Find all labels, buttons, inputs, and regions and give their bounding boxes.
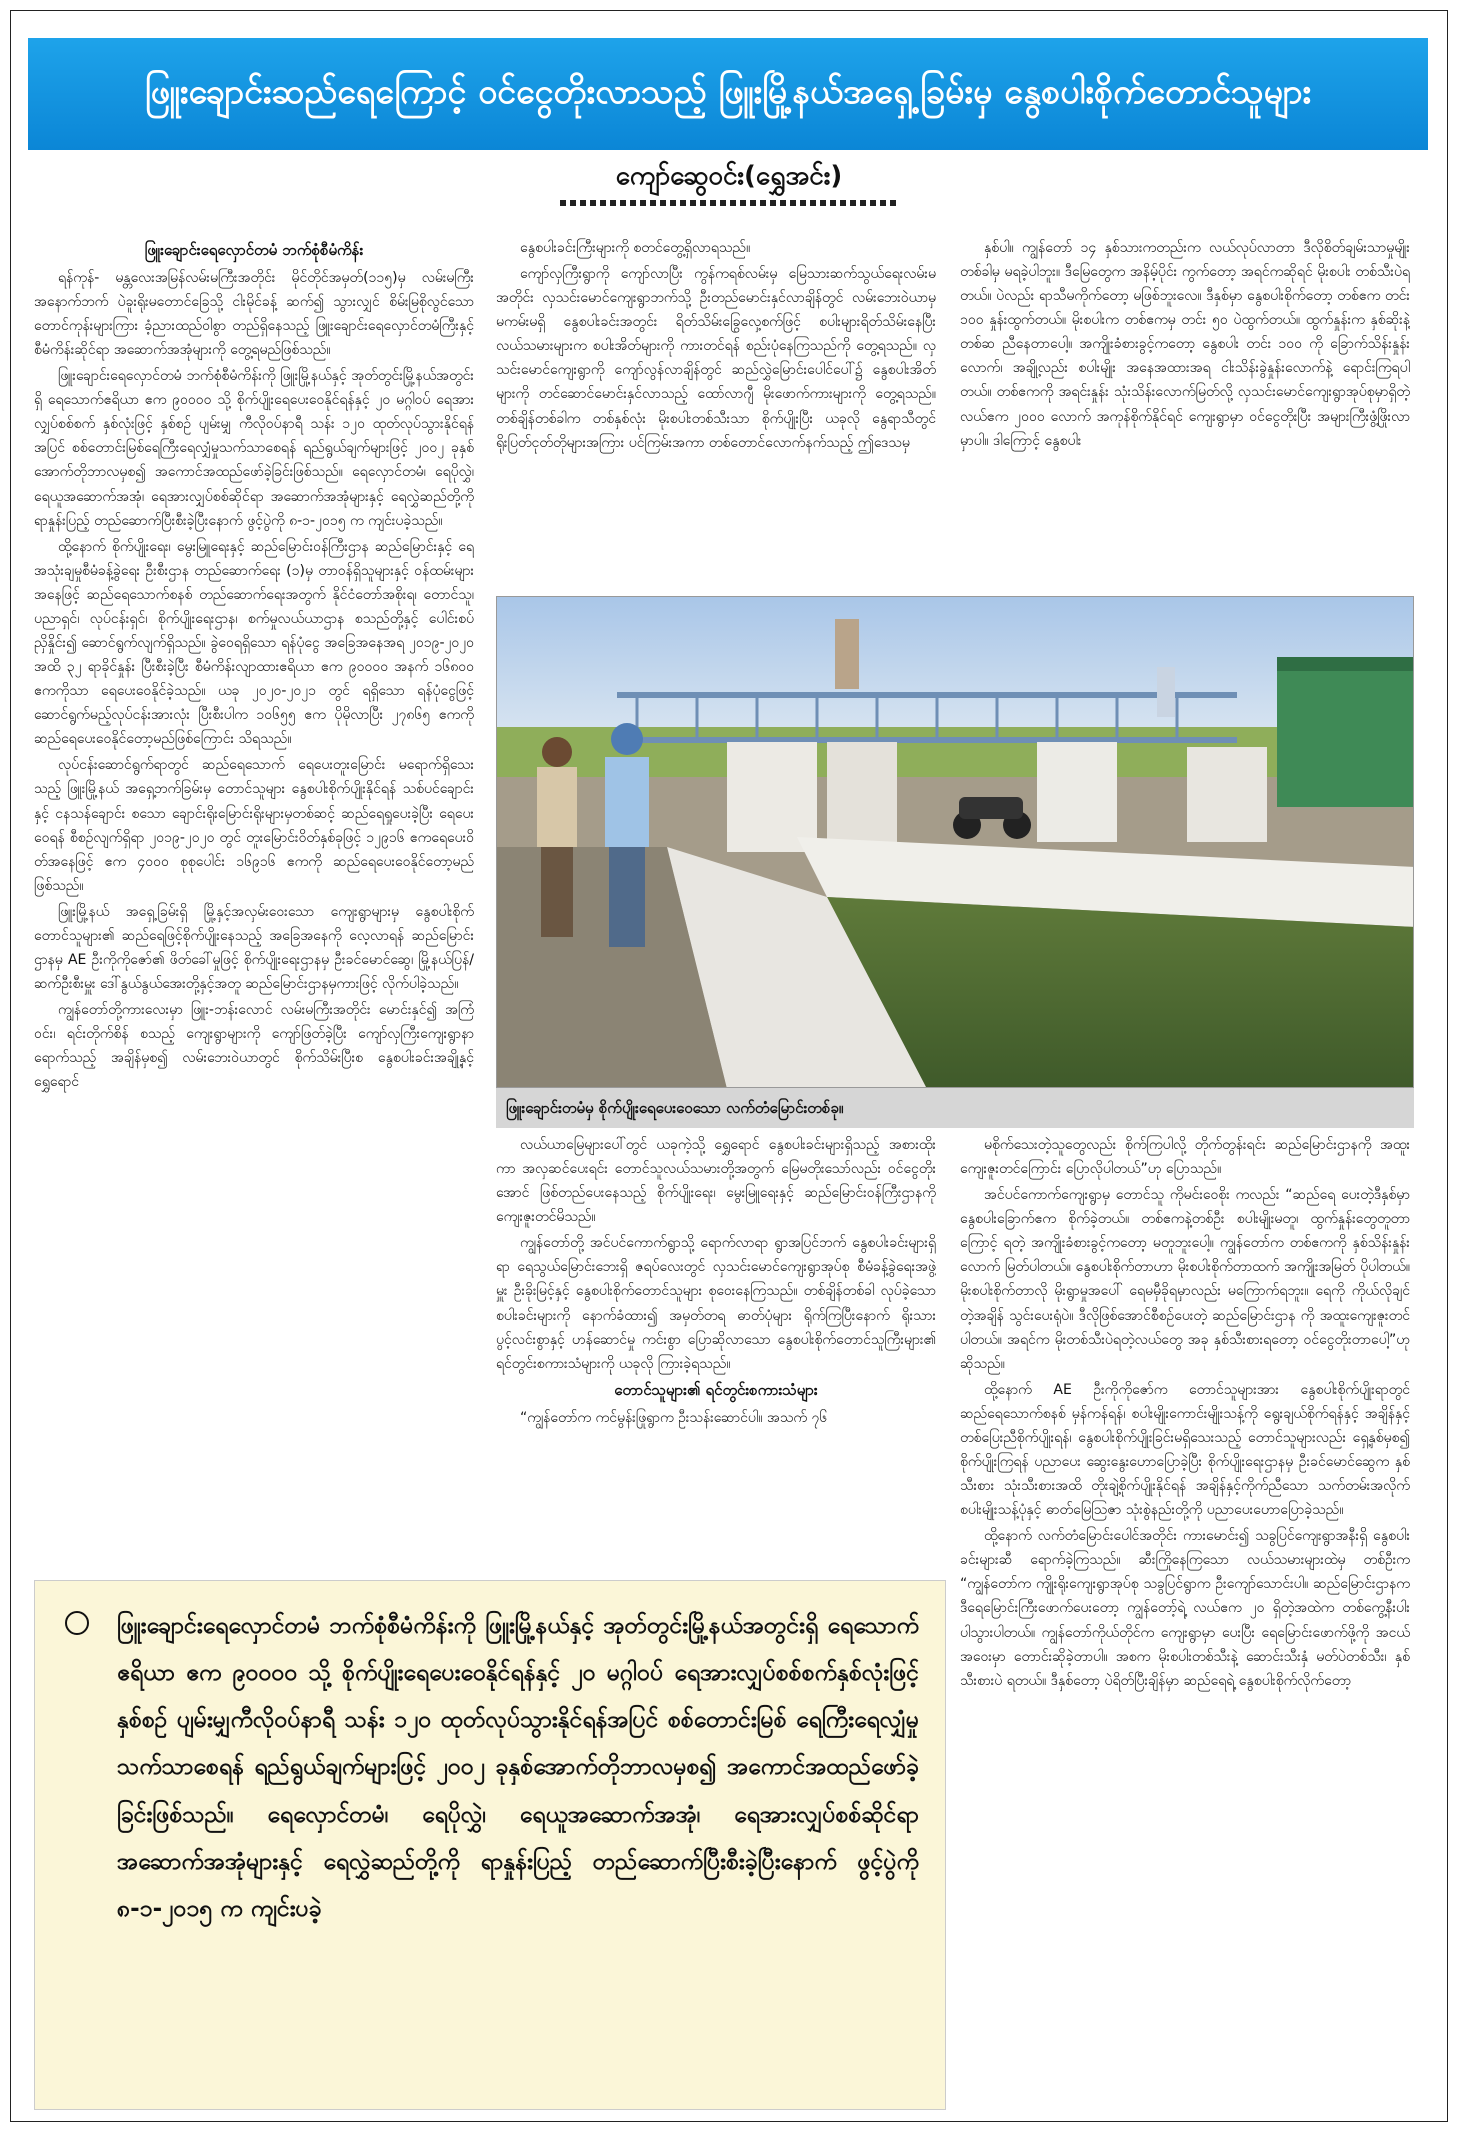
paragraph: အင်ပင်ကောက်ကျေးရွာမှ တောင်သူ ကိုမင်းဝေစိုး ကလည်း “ဆည်ရေ ပေးတဲ့ဒီနှစ်မှာ နွေစပါးခြောက်ဧက စိုက်ခဲ့တယ်။ တစ်ဧကနဲ့တစ်ဦး စပါးမျိုးမတူ၊ ထွက်နှုန်းတွေတူတာကြောင့် ရတဲ့ အကျိုးခံစားခွင့်ကတော့ မတူဘူးပေါ့။ ကျွန်တော်က တစ်ဧကကို နှစ်သိန်းနှုန်းလောက် မြတ်ပါတယ်။ နွေစပါးစိုက်တာဟာ မိုးစပါးစိုက်တာထက် အကျိုးအမြတ် ပိုပါတယ်။ မိုးစပါးစိုက်တာလို မိုးရွာမှုအပေါ် ရေမမှီခိုရမှာလည်း မကြောက်ရဘူး။ ရေကို ကိုယ်လိုချင်တဲ့အချိန် သွင်းပေးရုံပဲ။ ဒီလိုဖြစ်အောင်စီစဉ်ပေးတဲ့ ဆည်မြောင်းဌာန ကို အထူးကျေးဇူးတင်ပါတယ်။ အရင်က မိုးတစ်သီးပဲရတဲ့လယ်တွေ အခု နှစ်သီးစားရတော့ ဝင်ငွေတိုးတာပေါ့”ဟု ဆိုသည်။ [960, 1187, 1410, 1372]
paragraph: ဖြူးမြို့နယ် အရှေ့ခြမ်းရှိ မြို့နှင့်အလှမ်းဝေးသော ကျေးရွာများမှ နွေစပါးစိုက်တောင်သူများ၏ ဆည်ရေဖြင့်စိုက်ပျိုးနေသည့် အခြေအနေကို လေ့လာရန် ဆည်မြောင်းဌာနမှ AE ဦးကိုကိုဇော်၏ ဖိတ်ခေါ်မှုဖြင့် စိုက်ပျိုးရေးဌာနမှ ဦးခင်မောင်ဆွေ၊ မြို့နယ်ပြန်/ဆက်ဦးစီးမှူး ဒေါ်နွယ်နွယ်အေးတို့နှင့်အတူ ဆည်မြောင်းဌာနမှကားဖြင့် လိုက်ပါခဲ့သည်။ [34, 903, 474, 993]
paragraph: ကျော်လှကြီးရွာကို ကျော်လာပြီး ကွန်ကရစ်လမ်းမှ မြေသားဆက်သွယ်ရေးလမ်းမအတိုင်း လှသင်းမောင်ကျေးရွာဘက်သို့ ဦးတည်မောင်းနှင်လာချိန်တွင် လမ်းဘေးဝဲယာမှ မကမ်းမရှိ နွေစပါးခင်းအတွင်း ရိတ်သိမ်းခြွေလှေ့စက်ဖြင့် စပါးများရိတ်သိမ်းနေပြီး လယ်သမားများက စပါးအိတ်များကို ကားတင်ရန် စည်းပုံနေကြသည်ကို တွေ့ရသည်။ လှသင်းမောင်ကျေးရွာကို ကျော်လွန်လာချိန်တွင် ဆည်လွှဲမြောင်းပေါင်ပေါ်၌ နွေစပါးအိတ်များကို တင်ဆောင်မောင်းနှင်လာသည့် ထော်လာဂျီ မိုးဖောက်ကားများကို တွေ့ရသည်။ တစ်ချိန်တစ်ခါက တစ်နှစ်လုံး မိုးစပါးတစ်သီးသာ စိုက်ပျိုးပြီး ယခုလို နွေရာသီတွင် ရိုးပြတ်ငုတ်တိုများအကြား ပင်ကြမ်းအကာ တစ်တောင်လောက်နက်သည့် ဤဒေသမှ [496, 266, 936, 451]
paragraph: လယ်ယာမြေများပေါ်တွင် ယခုကဲ့သို့ ရွှေရောင် နွေစပါးခင်းများရှိသည့် အစားထိုးကာ အလှဆင်ပေးရင်း တောင်သူလယ်သမားတို့အတွက် မြေမတိုးသော်လည်း ဝင်ငွေတိုးအောင် ဖြစ်တည်ပေးနေသည့် စိုက်ပျိုးရေး၊ မွေးမြူရေးနှင့် ဆည်မြောင်းဝန်ကြီးဌာနကို ကျေးဇူးတင်မိသည်။ [496, 1137, 936, 1226]
paragraph: “ကျွန်တော်က ကင်မွန်းဖြုရွာက ဦးသန်းဆောင်ပါ။ အသက် ၇၆ [520, 1409, 828, 1426]
canal-photo [496, 596, 1414, 1088]
paragraph: မစိုက်သေးတဲ့သူတွေလည်း စိုက်ကြပါလို့ တိုက်တွန်းရင်း ဆည်မြောင်းဌာနကို အထူးကျေးဇူးတင်ကြောင်း ပြောလိုပါတယ်”ဟု ပြောသည်။ [960, 1137, 1410, 1178]
byline-divider [560, 200, 898, 206]
paragraph: ဖြူးချောင်းရေလှောင်တမံ ဘက်စုံစီမံကိန်းကို ဖြူးမြို့နယ်နှင့် အုတ်တွင်းမြို့နယ်အတွင်းရှိ ရေသောက်ဧရိယာ ဧက ၉၀၀၀၀ သို့ စိုက်ပျိုးရေပေးဝေနိုင်ရန်နှင့် ၂၀ မဂ္ဂါဝပ် ရေအားလျှပ်စစ်စက် နှစ်လုံးဖြင့် နှစ်စဉ် ပျမ်းမျှ ကီလိုဝပ်နာရီ သန်း ၁၂၀ ထုတ်လုပ်သွားနိုင်ရန်အပြင် စစ်တောင်းမြစ်ရေကြီးရေလျှံမှုသက်သာစေရန် ရည်ရွယ်ချက်များဖြင့် ၂၀၀၂ ခုနှစ် အောက်တိုဘာလမှစ၍ အကောင်အထည်ဖော်ခဲ့ခြင်းဖြစ်သည်။ ရေလှောင်တမံ၊ ရေပိုလွှဲ၊ ရေယူအဆောက်အအုံ၊ ရေအားလျှပ်စစ်ဆိုင်ရာ အဆောက်အအုံများနှင့် ရေလွှဲဆည်တို့ကို ရာနှုန်းပြည့် တည်ဆောက်ပြီးစီးခဲ့ပြီးနောက် ဖွင့်ပွဲကို ၈-၁-၂၀၁၅ က ကျင်းပခဲ့သည်။ [34, 368, 474, 529]
paragraph: ထို့နောက် AE ဦးကိုကိုဇော်က တောင်သူများအား နွေစပါးစိုက်ပျိုးရာတွင် ဆည်ရေသောက်စနစ် မှန်ကန်ရန်၊ စပါးမျိုးကောင်းမျိုးသန့်ကို ရွေးချယ်စိုက်ရန်နှင့် အချိန်နှင့်တစ်ပြေးညီစိုက်ပျိုးရန်၊ နွေစပါးစိုက်ပျိုးခြင်းမရှိသေးသည့် တောင်သူများလည်း ရှေ့နှစ်မှစ၍ စိုက်ပျိုးကြရန် ပညာပေး ဆွေးနွေးဟောပြောခဲ့ပြီး စိုက်ပျိုးရေးဌာနမှ ဦးခင်မောင်ဆွေက နှစ်သီးစား သုံးသီးစားအထိ တိုးချဲ့စိုက်ပျိုးနိုင်ရန် အချိန်နှင့်ကိုက်ညီသော သက်တမ်းအလိုက် စပါးမျိုးသန့်ပုံနှင့် ဓာတ်မြေဩဇာ သုံးစွဲနည်းတို့ကို ပညာပေးဟောပြောခဲ့သည်။ [960, 1381, 1410, 1519]
article-column-1 [34, 236, 474, 1526]
paragraph: ရန်ကုန်- မန္တလေးအမြန်လမ်းမကြီးအတိုင်း မိုင်တိုင်အမှတ်(၁၁၅)မှ လမ်းမကြီးအနောက်ဘက် ပဲခူးရိုးမတောင်ခြေသို့ ငါးမိုင်ခန့် ဆက်၍ သွားလျှင် စိမ်းမြစိုလွင်သော တောင်ကုန်းများကြား ခံ့ညားထည်ဝါစွာ တည်ရှိနေသည့် ဖြူးချောင်းရေလှောင်တမံကြီးနှင့် စီမံကိန်းဆိုင်ရာ အဆောက်အအုံများကို တွေ့ရမည်ဖြစ်သည်။ [34, 269, 474, 359]
section-subhead: တောင်သူများ၏ ရင်တွင်းစကားသံများ [614, 1380, 818, 1399]
photo-caption: ဖြူးချောင်းတမံမှ စိုက်ပျိုးရေပေးဝေသော လက်တံမြောင်းတစ်ခု။ [496, 1088, 1414, 1128]
headline: ဖြူးချောင်းဆည်ရေကြောင့် ဝင်ငွေတိုးလာသည့် ဖြူးမြို့နယ်အရှေ့ခြမ်းမှ နွေစပါးစိုက်တောင်သူများ [28, 38, 1428, 150]
pull-quote-text: ဖြူးချောင်းရေလှောင်တမံ ဘက်စုံစီမံကိန်းကို ဖြူးမြို့နယ်နှင့် အုတ်တွင်းမြို့နယ်အတွင်းရှိ ရေသောက်ဧရိယာ ဧက ၉၀၀၀၀ သို့ စိုက်ပျိုးရေပေးဝေနိုင်ရန်နှင့် ၂၀ မဂ္ဂါဝပ် ရေအားလျှပ်စစ်စက်နှစ်လုံးဖြင့် နှစ်စဉ် ပျမ်းမျှကီလိုဝပ်နာရီ သန်း ၁၂၀ ထုတ်လုပ်သွားနိုင်ရန်အပြင် စစ်တောင်းမြစ် ရေကြီးရေလျှံမှုသက်သာစေရန် ရည်ရွယ်ချက်များဖြင့် ၂၀၀၂ ခုနှစ်အောက်တိုဘာလမှစ၍ အကောင်အထည်ဖော်ခဲ့ခြင်းဖြစ်သည်။ ရေလှောင်တမံ၊ ရေပိုလွှဲ၊ ရေယူအဆောက်အအုံ၊ ရေအားလျှပ်စစ်ဆိုင်ရာ အဆောက်အအုံများနှင့် ရေလွှဲဆည်တို့ကို ရာနှုန်းပြည့် တည်ဆောက်ပြီးစီးခဲ့ပြီးနောက် ဖွင့်ပွဲကို ၈-၁-၂၀၁၅ က ကျင်းပခဲ့ [117, 1613, 919, 1922]
article-column-3-top [960, 236, 1410, 581]
paragraph: ကျွန်တော်တို့ အင်ပင်ကောက်ရွာသို့ ရောက်လာရာ ရွာအပြင်ဘက် နွေစပါးခင်းများရှိရာ ရေသွယ်မြောင်းဘေးရှိ ဇရပ်လေးတွင် လှသင်းမောင်ကျေးရွာအုပ်စု စီမံခန့်ခွဲရေးအဖွဲ့ မှူး ဦးခိုးမြင့်နှင့် နွေစပါးစိုက်တောင်သူများ စုဝေးနေကြသည်။ တစ်ချိန်တစ်ခါ လုပ်ခဲ့သောစပါးခင်းများကို နောက်ခံထား၍ အမှတ်တရ ဓာတ်ပုံများ ရိုက်ကြပြီးနောက် ရိုးသားပွင့်လင်းစွာနှင့် ဟန်ဆောင်မှု ကင်းစွာ ပြောဆိုလာသော နွေစပါးစိုက်တောင်သူကြီးများ၏ ရင်တွင်းစကားသံများကို ယခုလို ကြားခဲ့ရသည်။ [496, 1235, 936, 1372]
article-column-2-top [496, 236, 936, 581]
paragraph: လုပ်ငန်းဆောင်ရွက်ရာတွင် ဆည်ရေသောက် ရေပေးတူးမြောင်း မရောက်ရှိသေးသည့် ဖြူးမြို့နယ် အရှေ့ဘက်ခြမ်းမှ တောင်သူများ နွေစပါးစိုက်ပျိုးနိုင်ရန် သစ်ပင်ချောင်းနှင့် ငနသန်ချောင်း စသော ချောင်းရိုးမြောင်းရိုးများမှတစ်ဆင့် ဆည်ရေရှုပေးခဲ့ပြီး ရေပေးဝေရန် စီစဉ်လျက်ရှိရာ ၂၀၁၉-၂၀၂၀ တွင် တူးမြောင်းဝိတ်နှစ်ခုဖြင့် ၁၂၉၁၆ ဧကရေပေးဝိတ်အနေဖြင့် ဧက ၄၀၀၀ စုစုပေါင်း ၁၆၉၁၆ ဧကကို ဆည်ရေပေးဝေနိုင်တော့မည်ဖြစ်သည်။ [34, 757, 474, 894]
paragraph: ထို့နောက် လက်တံမြောင်းပေါင်အတိုင်း ကားမောင်း၍ သခွပြင်ကျေးရွာအနီးရှိ နွေစပါးခင်းများဆီ ရောက်ခဲ့ကြသည်။ ဆီးကြိုနေကြသော လယ်သမားများထဲမှ တစ်ဦးက “ကျွန်တော်က ကျိုးရိုးကျေးရွာအုပ်စု သခွပြင်ရွာက ဦးကျော်သောင်းပါ။ ဆည်မြောင်းဌာနက ဒီရေမြောင်းကြီးဖောက်ပေးတော့ ကျွန်တော့်ရဲ့ လယ်ဧက ၂၀ ရှိတဲ့အထဲက တစ်ကွေ့နီးပါး ပါသွားပါတယ်။ ကျွန်တော်ကိုယ်တိုင်က ကျေးရွာမှာ ပေးပြီး ရေမြောင်းဖောက်ဖို့ကို အငယ်အဝေးမှာ တောင်းဆိုခဲ့တာပါ။ အစက မိုးစပါးတစ်သီးနဲ့ ဆောင်းသီးနှံ မတ်ပဲတစ်သီး၊ နှစ်သီးစားပဲ ရတယ်။ ဒီနှစ်တော့ ပဲရိတ်ပြီးချိန်မှာ ဆည်ရေရဲ့ နွေစပါးစိုက်လိုက်တော့ [960, 1528, 1410, 1689]
paragraph: နှစ်ပါ။ ကျွန်တော် ၁၄ နှစ်သားကတည်းက လယ်လုပ်လာတာ ဒီလိုစိတ်ချမ်းသာမှုမျိုး တစ်ခါမှ မရခဲ့ပါဘူး။ ဒီမြေတွေက အနိမ့်ပိုင်း ကွက်တော့ အရင်ကဆိုရင် မိုးစပါး တစ်သီးပဲရတယ်။ ပဲလည်း ရာသီမကိုက်တော့ မဖြစ်ဘူးလေ။ ဒီနှစ်မှာ နွေစပါးစိုက်တော့ တစ်ဧက တင်း ၁၀၀ နှုန်းထွက်တယ်။ မိုးစပါးက တစ်ဧကမှ တင်း ၅၀ ပဲထွက်တယ်။ ထွက်နှုန်းက နှစ်ဆိုးနဲ့တစ်ဆ ညီနေတာပေါ့။ အကျိုးခံစားခွင့်ကတော့ နွေစပါး တင်း ၁၀၀ ကို ခြောက်သိန်းနှုန်းလောက်၊ အချို့လည်း စပါးမျိုး အနေအထားအရ ငါးသိန်းခွဲနှုန်းလောက်နဲ့ ရောင်းကြရပါတယ်။ တစ်ဧကကို အရင်းနှုန်း သုံးသိန်းလောက်မြတ်လို့ လှသင်းမောင်ကျေးရွာအုပ်စုမှာရှိတဲ့ လယ်ဧက ၂၀၀၀ လောက် အကုန်စိုက်နိုင်ရင် ကျေးရွာမှာ ဝင်ငွေတိုးပြီး အများကြီးဖွံ့ဖြိုးလာမှာပါ။ ဒါကြောင့် နွေစပါး [960, 240, 1410, 449]
article-column-3-bottom [960, 1133, 1410, 2103]
paragraph: ကျွန်တော်တို့ကားလေးမှာ ဖြူး-ဘန်းလောင် လမ်းမကြီးအတိုင်း မောင်းနှင်၍ အကြံဝင်း၊ ရင်းတိုက်စိန် စသည့် ကျေးရွာများကို ကျော်ဖြတ်ခဲ့ပြီး ကျော်လှကြီးကျေးရွာနာရောက်သည့် အချိန်မှစ၍ လမ်းဘေးဝဲယာတွင် စိုက်သိမ်းပြီးစ နွေစပါးခင်းအချို့နှင့် ရွှေရောင် [34, 1002, 474, 1091]
pull-quote-box [34, 1580, 946, 2110]
canal-photo-illustration [497, 597, 1414, 1088]
paragraph: နွေစပါးခင်းကြီးများကို စတင်တွေ့ရှိလာရသည်။ [520, 240, 751, 256]
paragraph: ထို့နောက် စိုက်ပျိုးရေး၊ မွေးမြူရေးနှင့် ဆည်မြောင်းဝန်ကြီးဌာန ဆည်မြောင်းနှင့် ရေအသုံးချမှုစီမံခန့်ခွဲရေး ဦးစီးဌာန တည်ဆောက်ရေး (၁)မှ တာဝန်ရှိသူများနှင့် ဝန်ထမ်းများအနေဖြင့် ဆည်ရေသောက်စနစ် တည်ဆောက်ရေးအတွက် နိုင်ငံတော်အစိုးရ၊ တောင်သူ၊ ပညာရှင်၊ လုပ်ငန်းရှင်၊ စိုက်ပျိုးရေးဌာန၊ စက်မှုလယ်ယာဌာန စသည်တို့နှင့် ပေါင်းစပ်ညှိနှိုင်း၍ ဆောင်ရွက်လျက်ရှိသည်။ ခွဲဝေရရှိသော ရန်ပုံငွေ အခြေအနေအရ ၂၀၁၉-၂၀၂၀ အထိ ၃၂ ရာခိုင်နှုန်း ပြီးစီးခဲ့ပြီး စီမံကိန်းလျာထားဧရိယာ ဧက ၉၀၀၀၀ အနက် ၁၆၈၀၀ ဧကကိုသာ ရေပေးဝေနိုင်ခဲ့သည်။ ယခု ၂၀၂၀-၂၀၂၁ တွင် ရရှိသော ရန်ပုံငွေဖြင့် ဆောင်ရွက်မည့်လုပ်ငန်းအားလုံး ပြီးစီးပါက ၁၀၆၅၅ ဧက ပိုမိုလာပြီး ၂၇၈၆၅ ဧကကို ဆည်ရေပေးဝေနိုင်တော့မည်ဖြစ်ကြောင်း သိရသည်။ [34, 538, 474, 748]
circle-bullet-icon [65, 1611, 89, 1635]
article-column-2-bottom [496, 1133, 936, 1493]
byline: ကျော်ဆွေဝင်း(ရွှေအင်း) [615, 161, 843, 191]
section-subhead: ဖြူးချောင်းရေလှောင်တမံ ဘက်စုံစီမံကိန်း [144, 241, 364, 259]
